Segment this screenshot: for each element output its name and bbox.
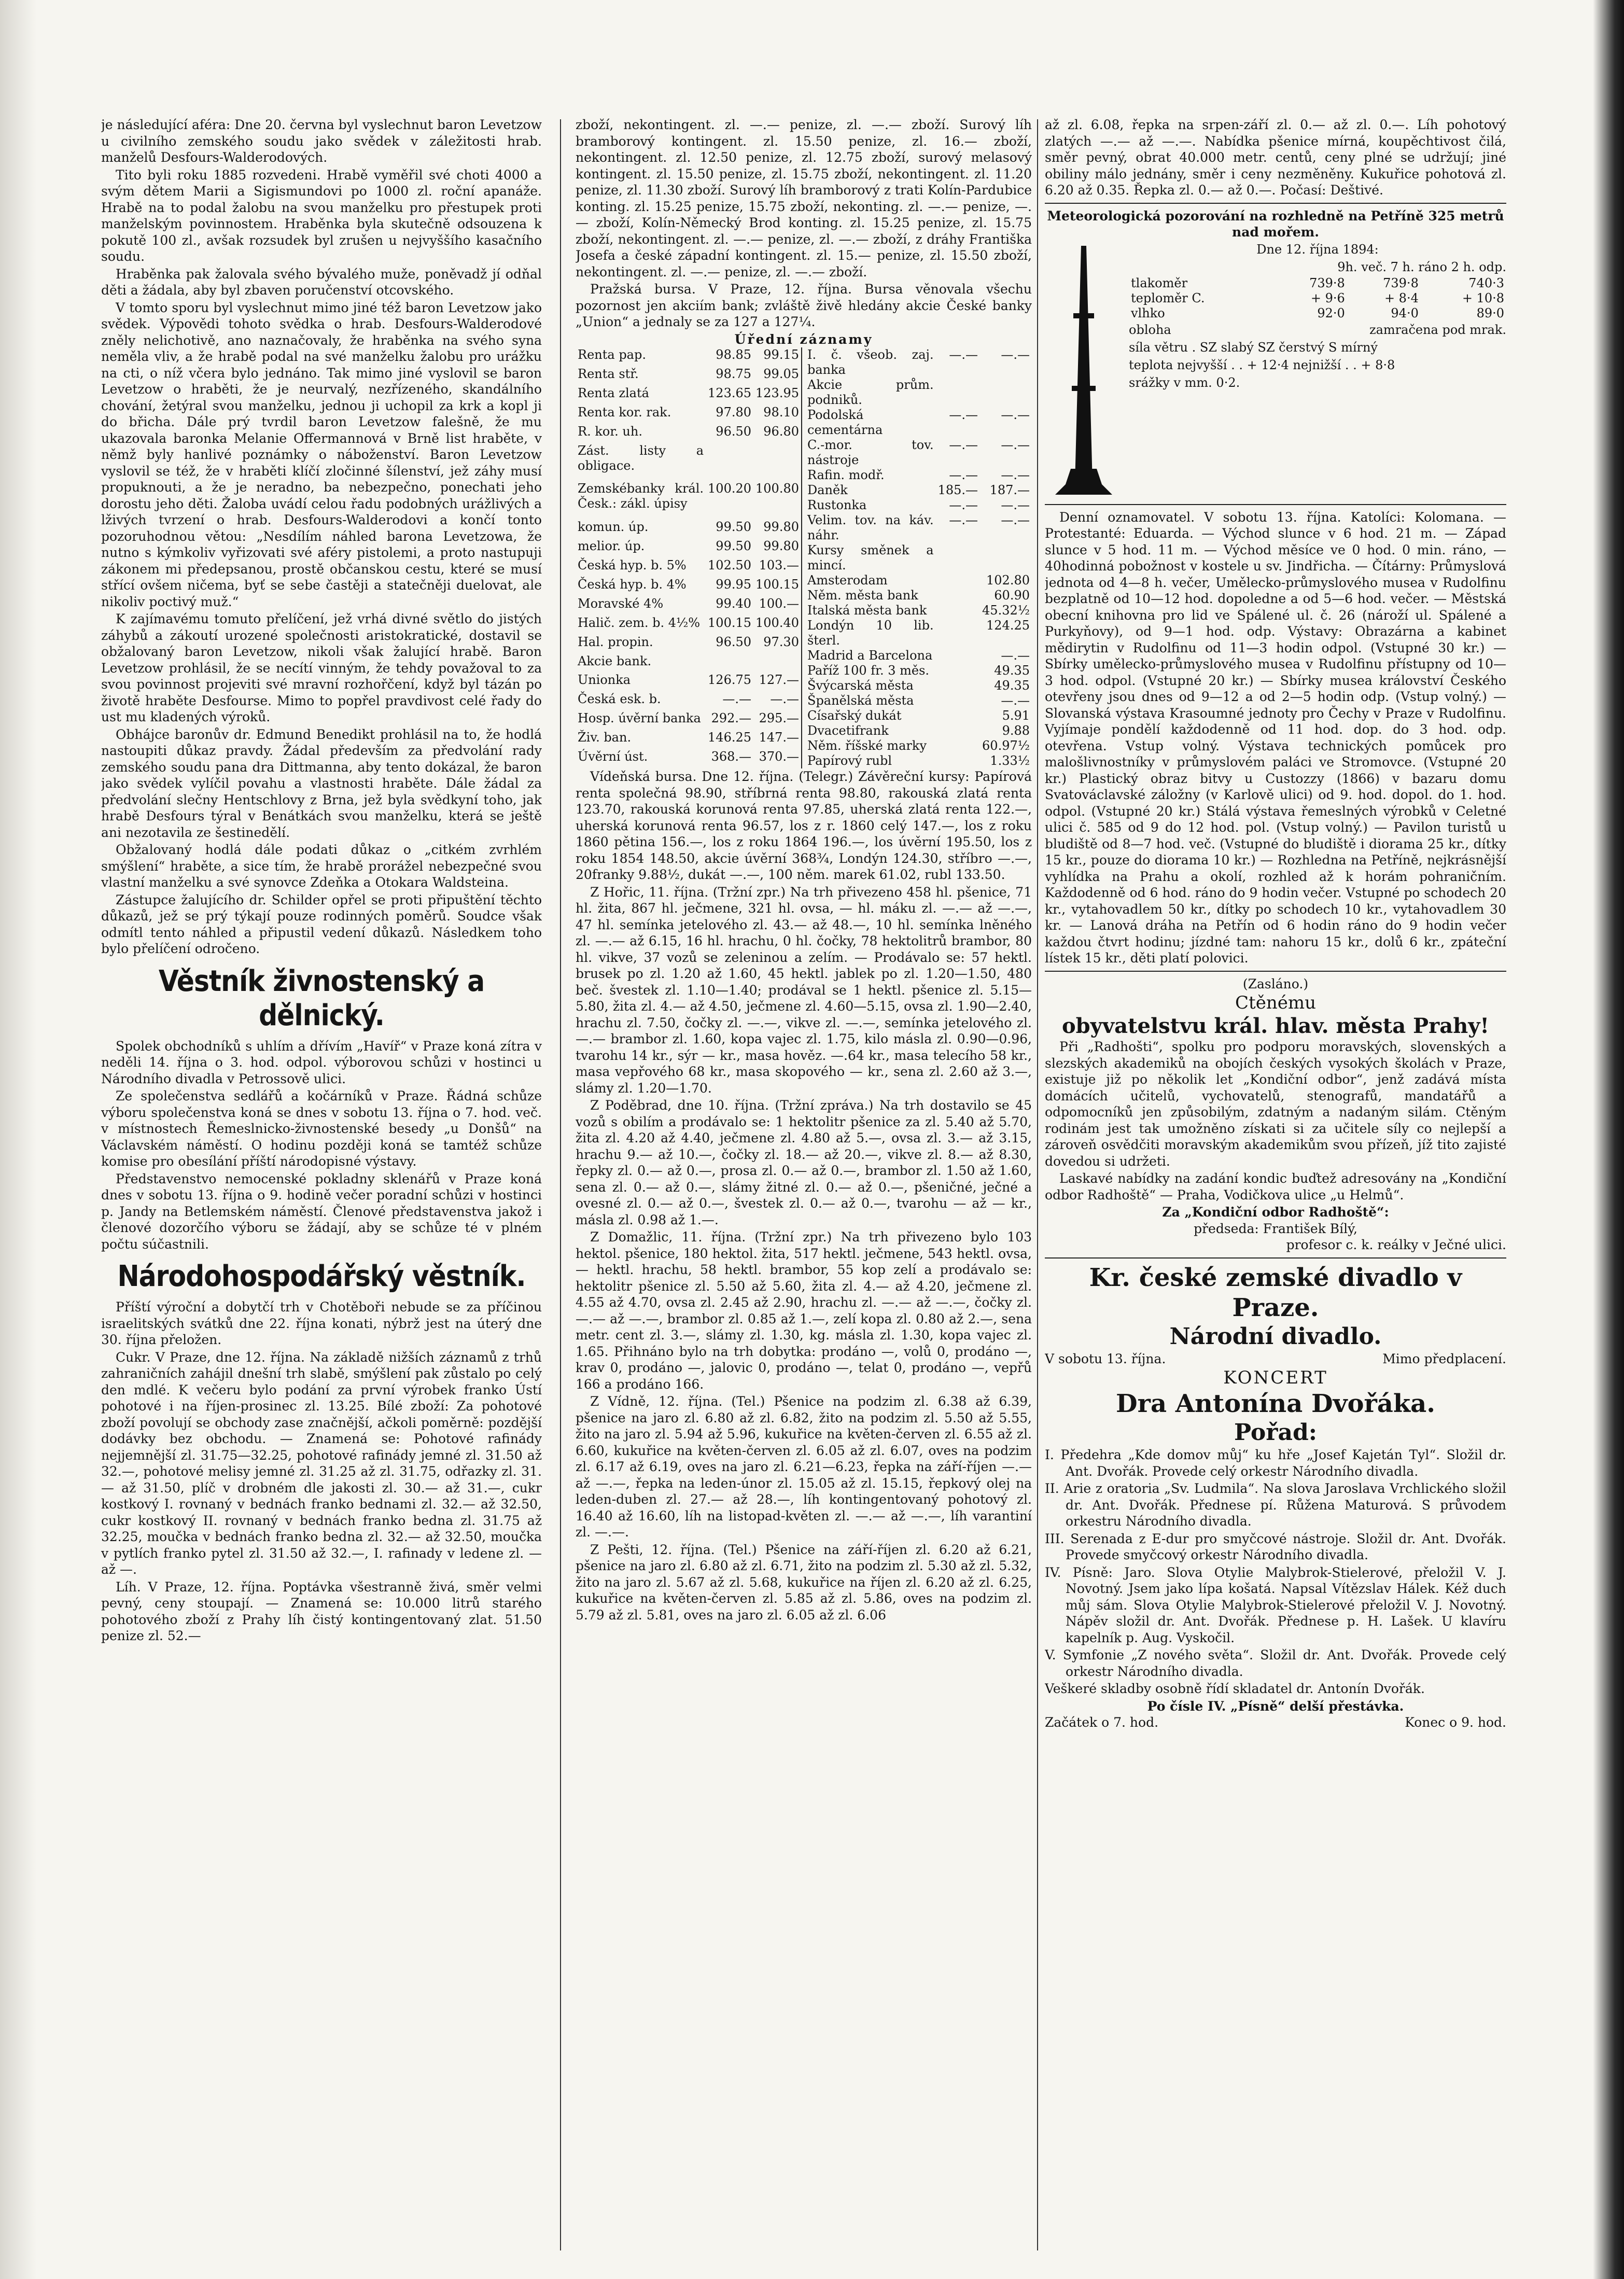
row-label: Česká hyp. b. 4%: [578, 577, 687, 592]
exchange-row: [805, 573, 1032, 588]
row-label: Španělská města: [807, 693, 914, 708]
article-text: Obhájce baronův dr. Edmund Benedikt prohlásil na to, že hodlá nastoupiti důkaz pravdy. Žádal především za předvolání rady zemského soudu pana dra Dittmanna, aby tento dokázal, že baron jako svědek vylíčil povahu a vlastnosti hraběte. Dále žádal za předvolání slečny Hentschlovy z Brna, jež byla svědkyní toho, jak hrabě Desfours týral v Benátkách svou manželku, která se ještě ani nezotavila ze šestinedělí.: [101, 726, 542, 840]
row-value: [936, 663, 980, 678]
row-label: Živ. ban.: [578, 730, 632, 745]
row-label: Hosp. úvěrní banka: [578, 711, 701, 726]
row-label: Halič. zem. b. 4½%: [578, 615, 701, 630]
article-text: až zl. 6.08, řepka na srpen-září zl. 0.— až zl. 0.—. Líh pohotový zlatých —.— až —.—. Nabídka pšenice mírná, koupěchtivost čilá, směr pevný, obrat 40.000 metr. centů, ceny plné se udržují; jiné obiliny málo jednány, směr i ceny nezměněny. Kukuřice pohotová zl. 6.20 až 0.35. Řepka zl. 0.— až 0.—. Počasí: Deštivé.: [1045, 117, 1506, 198]
exchange-row: [576, 405, 802, 424]
article-text: V tomto sporu byl vyslechnut mimo jiné též baron Levetzow jako svědek. Výpovědi tohoto svědka o hrab. Desfours-Walderodové zněly nelichotivě, ano naznačovaly, že hraběnka na svého syna neměla vliv, a že hrabě podal na své manželku žalobu pro urážku na cti, o níž včera bylo jednáno. Tak mimo jiné vyslovil se baron Levetzow o hraběti, že je neurvalý, nezřízeného, skandálního chování, žetýral svou manželku, jednou ji uchopil za krk a kopl ji do břicha. Dále prý tvrdil baron Levetzow falešně, že mu ukazovala baronka Melanie Offermannová v Brně list hraběte, v němž byly hanlivé poznámky o náboženství. Baron Levetzow vyslovil se též, že v hraběti klíčí zločinné šílenství, jež záhy musí propuknouti, a že je neradno, ba nebezpečno, ponechati jeho dorostu jeho děti. Žaloba uvádí celou řadu podobných urážlivých a lživých tvrzení o hrab. Desfours-Walderodovi a končí tonto pozoruhodnou větou: „Nesdílím náhled barona Levetzowa, že nutno s kýmkoliv vyřizovati své aféry pistolemi, a proto nastupuji zákonem mi předepsanou, prostě občanskou cestu, které se musí střící ovšem ničema, byť se sebe častěji a statečněji duelovat, ale nikoliv poctivý muž.“: [101, 300, 542, 609]
divider: [1045, 1257, 1506, 1259]
meteo-title: Meteorologická pozorování na rozhledně na Petříně 325 metrů nad mořem.: [1047, 208, 1504, 240]
meteo-wind: síla větru . SZ slabý SZ čerstvý S mírný: [1129, 340, 1378, 355]
row-value: —.—: [1001, 347, 1030, 362]
exchange-row: [576, 577, 802, 596]
programme-item: V. Symfonie „Z nového světa“. Složil dr. Ant. Dvořák. Provede celý orkestr Národního divadla.: [1045, 1647, 1506, 1679]
exchange-row: [576, 654, 802, 673]
row-value: 370.—: [759, 749, 799, 764]
article-text: Z Hořic, 11. října. (Tržní zpr.) Na trh přivezeno 458 hl. pšenice, 71 hl. žita, 867 hl. ječmene, 321 hl. ovsa, — hl. máku zl. —.— až —.—, 47 hl. semínka jetelového zl. 43.— až 48.—, 10 hl. semínka lněného zl. —.— až 6.15, 16 hl. hrachu, 0 hl. čočky, 78 hektolitrů brambor, 80 hl. vikve, 37 vozů se zeleninou a zelím. — Prodávalo se: 57 hektl. brusek po zl. 1.20 až 1.60, 45 hektl. jablek po zl. 1.20—1.50, 480 beč. švestek zl. 1.10—1.40; prodával se 1 hektl. pšenice zl. 5.15—5.80, žita zl. 4.— až 4.50, ječmene zl. 4.60—5.15, ovsa zl. 1.90—2.40, hrachu zl. 7.50, čočky zl. —.—, vikve zl. —.—, semínka jetelového zl. —.— brambor zl. 1.60, kopa vajec zl. 1.75, kilo másla zl. 0.90—0.96, tvarohu 14 kr., sýr — kr., masa hověz. —.64 kr., masa telecího 58 kr., masa vepřového 68 kr., masa skopového — kr., sena zl. 2.60 až 3.—, slámy zl. 1.20—1.70.: [576, 884, 1032, 1096]
notice: Ze společenstva sedlářů a kočárníků v Praze. Řádná schůze výboru společenstva koná se dnes v sobotu 13. října o 7. hod. več. v místnostech Řemeslnicko-živnostenské besedy „u Donšů“ na Václavském náměstí. O hodinu později koná se tamtéž schůze komise pro obesílání příští národopisné výstavy.: [101, 1088, 542, 1169]
notice: Cukr. V Praze, dne 12. října. Na základě nižších záznamů z trhů zahraničních zahájil dnešní trh slabě, smýšlení pak zůstalo po celý den mdlé. K večeru bylo podání za první výrobek franko Ústí pohotové i na říjen-prosinec zl. 13.25. Bílé zboží: Za pohotové zboží povolují se obchody zase značnější, ačkoli poměrně: pozdější dodávky bez obchodu. — Znamená se: Pohotové rafinády nejjemnější zl. 31.75—32.25, pohotové rafinády jemné zl. 31.50 až 32.—, pohotové melisy jemné zl. 31.25 až zl. 31.75, odřazky zl. 31.— až 31.50, plíč v drobném dle jakosti zl. 30.— až 31.—, cukr kostkový I. rovnaný v bednách franko bednami zl. 32.— až 32.50, cukr kostkový II. rovnaný v bednách franko bedna zl. 31.75 až 32.25, moučka v bednách franko bedna zl. 32.— až 32.50, moučka v pytlích franko pytel zl. 31.50 až 32.—, I. rafinady v ledene zl. — až —.: [101, 1349, 542, 1577]
row-value: + 9·6: [1310, 290, 1345, 305]
row-value: 103.—: [759, 557, 799, 572]
row-value: [936, 693, 980, 708]
row-value: 5.91: [1002, 708, 1030, 723]
row-label: tlakoměr: [1131, 275, 1188, 290]
row-value: 99.80: [763, 539, 799, 554]
exchange-row: [576, 711, 802, 730]
row-value: 45.32½: [982, 603, 1030, 618]
page-right-edge: [1593, 0, 1624, 2279]
row-label: Italská města bank: [807, 603, 927, 618]
exchange-row: [576, 520, 802, 539]
row-label: Dvacetifrank: [807, 723, 889, 738]
row-value: —.—: [949, 498, 978, 512]
exchange-row: [805, 408, 1032, 438]
row-label: Zást. listy a obligace.: [578, 443, 704, 473]
meteo-readings: [1129, 241, 1506, 500]
exchange-table-right: [805, 347, 1032, 768]
row-label: Papírový rubl: [807, 753, 892, 768]
notice: Líh. V Praze, 12. října. Poptávka všestranně živá, směr velmi pevný, ceny stoupají. — Znamená se: 10.000 litrů starého pohotového zboží z Prahy líh čistý kontingentovaný zlat. 51.50 penize zl. 52.—: [101, 1579, 542, 1643]
divider: [1045, 504, 1506, 505]
table-title: Úřední záznamy: [734, 331, 873, 347]
row-value: [936, 723, 980, 738]
row-value: —.—: [949, 513, 978, 527]
row-label: Něm. města bank: [807, 588, 918, 603]
row-value: 99.05: [763, 366, 799, 381]
theatre-date: V sobotu 13. října.: [1045, 1351, 1166, 1366]
exchange-row: [576, 347, 802, 367]
row-value: 49.35: [994, 663, 1030, 678]
meteo-sky-label: obloha: [1129, 322, 1171, 337]
row-label: Rustonka: [807, 498, 867, 512]
row-label: Akcie bank.: [578, 653, 652, 668]
programme-item: IV. Písně: Jaro. Slova Otylie Malybrok-Stielerové, přeložil V. J. Novotný. Jsem jako lípa košatá. Napsal Vítězslav Hálek. Kéž duch můj sám. Slova Otylie Malybrok-Stielerové přeložil V. J. Novotný. Nápěv složil dr. Ant. Dvořák. Přednese p. H. Lašek. U klavíru kapelník p. Aug. Vyskočil.: [1045, 1564, 1506, 1645]
column-rule-1: [560, 119, 561, 2250]
row-value: —.—: [1001, 498, 1030, 512]
row-value: 96.50: [716, 424, 752, 439]
exchange-row: [805, 483, 1032, 498]
odbor-signature: Za „Kondiční odbor Radhoště“:: [1162, 1205, 1389, 1220]
article-text: Vídeňská bursa. Dne 12. října. (Telegr.) Závěreční kursy: Papírová renta společná 98.90, stříbrná renta 98.80, rakouská zlatá renta 123.70, rakouská korunová renta 97.85, uherská zlatá renta 122.—, uherská korunová renta 96.57, los z r. 1860 celý 147.—, los z roku 1860 pětina 156.—, los z roku 1864 196.—, los úvěrní 195.50, los z roku 1854 148.50, akcie úvěrní 368¾, Londýn 124.30, stříbro —.—, 20franky 9.88½, dukát —.—, 100 něm. marek 61.02, rubl 133.50.: [576, 769, 1032, 882]
row-label: teploměr C.: [1131, 290, 1205, 305]
column-2: [576, 117, 1032, 2258]
row-value: —.—: [1001, 693, 1030, 708]
row-value: [753, 443, 802, 482]
row-value: 99.40: [716, 596, 752, 611]
article-text: zboží, nekontingent. zl. —.— penize, zl. —.— zboží. Surový líh bramborový kontingent. zl. 15.50 penize, zl. 16.— zboží, nekontingent. zl. 12.50 penize, zl. 12.75 zboží, surový melasový kontingent. zl. 15.50 penize, zl. 15.75 zboží, nekontingent. zl. 11.20 penize, zl. 11.30 zboží. Surový líh bramborový z trati Kolín-Pardubice konting. zl. 15.25 penize, 15.75 zboží, nekonting. zl. —.— penize, —.— zboží, Kolín-Německý Brod konting. zl. 15.25 penize, zl. 15.75 zboží, nekontingent. zl. —.— penize, zl. —.— zboží, z dráhy Františka Josefa a české západní kontingent. zl. 15.— penize, zl. 15.50 zboží, nekontingent. zl. —.— penize, zl. —.— zboží.: [576, 117, 1032, 279]
theatre-note: Mimo předplacení.: [1382, 1351, 1506, 1366]
concert-title: Dra Antonína Dvořáka.: [1116, 1389, 1435, 1418]
exchange-row: [576, 424, 802, 443]
zaslano-label: (Zasláno.): [1242, 976, 1309, 991]
row-value: —.—: [1001, 408, 1030, 422]
exchange-row: [805, 603, 1032, 618]
row-value: 123.95: [755, 385, 799, 400]
exchange-row: [805, 513, 1032, 543]
exchange-row: [576, 673, 802, 692]
exchange-row: [805, 618, 1032, 648]
page-spine: [0, 0, 36, 2279]
meteo-block: [1045, 241, 1506, 500]
row-value: —.—: [949, 408, 978, 422]
theatre-subtitle: Národní divadlo.: [1169, 1323, 1382, 1350]
article-text: Hraběnka pak žalovala svého bývalého muže, poněvadž jí odňal děti a žádala, aby byl zbaven poručenství otcovského.: [101, 266, 542, 298]
divider: [1045, 203, 1506, 204]
row-value: —.—: [1001, 438, 1030, 452]
end-time: Konec o 9. hod.: [1405, 1715, 1506, 1730]
row-label: Moravské 4%: [578, 596, 664, 611]
row-value: 127.—: [759, 673, 799, 688]
row-value: [706, 443, 753, 482]
article-text: Pražská bursa. V Praze, 12. října. Bursa věnovala všechu pozornost jen akciím bank; zvláště živě hledány akcie České banky „Union“ a jednaly se za 127 a 127¼.: [576, 282, 1032, 329]
meteo-row: [1129, 291, 1506, 306]
exchange-row: [805, 693, 1032, 708]
exchange-row: [576, 539, 802, 558]
row-value: 739·8: [1309, 275, 1345, 290]
exchange-row: [805, 678, 1032, 693]
ctenemu-heading: Ctěnému: [1235, 992, 1316, 1013]
row-value: [980, 377, 1032, 408]
row-label: komun. úp.: [578, 520, 649, 535]
row-label: Zemskébanky král. Česk.: zákl. úpisy: [578, 481, 704, 511]
article-text: Obžalovaný hodlá dále podati důkaz o „citkém zvrhlém smýšlení“ hraběte, a sice tím, že hrabě prorážel nebezpečné svou vlastní manželku a své synovce Zdeňka a Otokara Waldsteina.: [101, 842, 542, 890]
row-label: I. č. všeob. zaj. banka: [807, 347, 934, 377]
row-value: 102.50: [708, 557, 752, 572]
row-value: 185.—: [937, 483, 978, 497]
row-value: 98.75: [716, 366, 752, 381]
row-value: [936, 648, 980, 663]
meteo-temp: teplota nejvyšší . . + 12·4 nejnižší . . + 8·8: [1129, 357, 1395, 372]
row-label: Rafin. modř.: [807, 468, 885, 482]
article-text: Tito byli roku 1885 rozvedeni. Hrabě vyměřil své choti 4000 a svým dětem Marii a Sigismundovi po 1000 zl. roční apanáže. Hrabě na to podal žalobu na svou manželku pro přestupek proti manželským povinnostem. Hraběnka byla skutečně odsouzena k pokutě 100 zl., avšak rozsudek byl zrušen u nejvyššího kasačního soudu.: [101, 167, 542, 264]
row-value: 49.35: [994, 678, 1030, 693]
row-value: 99.50: [716, 520, 752, 535]
meteo-table: [1129, 276, 1506, 321]
exchange-row: [576, 596, 802, 616]
row-value: 100.15: [755, 577, 799, 592]
row-value: 739·8: [1383, 275, 1419, 290]
koncert-label: KONCERT: [1223, 1367, 1328, 1388]
row-value: 97.80: [716, 404, 752, 420]
article-text: Laskavé nabídky na zadání kondic buďtež adresovány na „Kondiční odbor Radhoště“ — Praha, Vodičkova ulice „u Helmů“.: [1045, 1171, 1506, 1203]
programme-list: [1045, 1447, 1506, 1680]
row-value: 100.40: [755, 615, 799, 630]
row-value: 99.95: [716, 577, 752, 592]
meteo-head: 9h. več. 7 h. ráno 2 h. odp.: [1337, 259, 1506, 274]
exchange-row: [805, 708, 1032, 723]
row-label: Londýn 10 lib. šterl.: [807, 618, 934, 648]
exchange-row: [805, 753, 1032, 768]
exchange-row: [805, 468, 1032, 483]
section-heading: Národohospodářský věstník.: [117, 1260, 526, 1293]
row-value: 89·0: [1476, 305, 1504, 320]
row-value: 9.88: [1002, 723, 1030, 738]
exchange-row: [805, 738, 1032, 753]
programme-heading: Pořad:: [1234, 1419, 1317, 1446]
exchange-row: [576, 386, 802, 405]
exchange-row: [576, 481, 802, 520]
section-heading: Věstník živnostenský a dělnický.: [158, 964, 485, 1032]
row-label: melior. úp.: [578, 539, 645, 554]
exchange-row: [805, 438, 1032, 468]
row-value: [936, 618, 980, 648]
row-value: 292.—: [711, 711, 752, 726]
exchange-row: [805, 498, 1032, 513]
row-label: Švýcarská města: [807, 678, 914, 693]
column-rule-2: [1037, 119, 1038, 2250]
divider: [1045, 971, 1506, 972]
row-value: 368.—: [711, 749, 752, 764]
notice: Spolek obchodníků s uhlím a dřívím „Havíř“ v Praze koná zítra v neděli 14. října o 3. hod. odpol. výborovou schůzi v hostinci u Národního divadla v Petrossově ulici.: [101, 1038, 542, 1086]
row-value: [936, 543, 980, 573]
row-value: [706, 654, 753, 673]
row-value: [936, 678, 980, 693]
programme-item: II. Arie z oratoria „Sv. Ludmila“. Na slova Jaroslava Vrchlického složil dr. Ant. Dvořák. Přednese pí. Růžena Maturová. S průvodem orkestru Národního divadla.: [1045, 1481, 1506, 1529]
row-value: —.—: [949, 438, 978, 452]
meteo-sky: [1129, 321, 1506, 339]
row-value: + 10·8: [1462, 290, 1504, 305]
row-label: Madrid a Barcelona: [807, 648, 933, 663]
row-value: 187.—: [989, 483, 1030, 497]
exchange-row: [576, 443, 802, 482]
petrin-tower-icon: [1045, 241, 1123, 500]
meteo-row: [1129, 306, 1506, 321]
row-label: Císařský dukát: [807, 708, 902, 723]
exchange-row: [576, 749, 802, 768]
exchange-row: [805, 663, 1032, 678]
meteo-date: Dne 12. října 1894:: [1256, 242, 1379, 257]
row-value: 100.—: [759, 596, 799, 611]
row-value: 92·0: [1317, 305, 1345, 320]
row-value: 124.25: [986, 618, 1030, 633]
exchange-row: [576, 692, 802, 711]
start-time: Začátek o 7. hod.: [1045, 1715, 1159, 1730]
row-label: Podolská cementárna: [807, 408, 883, 437]
row-label: Akcie prům. podniků.: [807, 377, 934, 407]
intermission-note: Po čísle IV. „Písně“ delší přestávka.: [1147, 1698, 1404, 1714]
row-value: —.—: [722, 692, 752, 707]
row-label: Hal. propin.: [578, 634, 653, 649]
programme-item: III. Serenada z E-dur pro smyčcové nástroje. Složil dr. Ant. Dvořák. Provede smyčcový orkestr Národního divadla.: [1045, 1531, 1506, 1562]
column-1: [101, 117, 542, 2258]
row-label: Renta zlatá: [578, 385, 649, 400]
row-value: 102.80: [986, 573, 1030, 588]
row-value: 94·0: [1391, 305, 1419, 320]
article-text: Při „Radhošti“, spolku pro podporu moravských, slovenských a slezských akademiků na obojích českých vysokých školách v Praze, existuje již po několik let „Kondiční odbor“, jenž zadává místa domácích učitelů, vychovatelů, stenografů, mandatářů a odpomocníků jen způsobilým, zdatným a nadaným silám. Ctěným rodinám jest tak umožněno získati si za učitele síly co nejlepší a zároveň osvědčiti moravským akademikům svou přízeň, jíž tito zajisté dovedou si udržeti.: [1045, 1039, 1506, 1169]
article-text: Denní oznamovatel. V sobotu 13. října. Katolíci: Kolomana. — Protestanté: Eduarda. — Východ slunce v 6 hod. 21 m. — Západ slunce v 5 hod. 11 m. — Východ měsíce ve 0 hod. 0 min. ráno, — 40hodinná pobožnost v kostele u sv. Jindřicha. — Čítárny: Průmyslová jednota od 4—8 h. večer, Umělecko-průmyslového musea v Rudolfinu bezplatně od 10—12 hod. dopoledne a od 5—6 hod. večer. — Městská obecní knihovna pro lid ve Spálené ul. č. 26 (nároží ul. Spálené a Purkyňovy), od 9—1 hod. odp. Výstavy: Obrazárna a kabinet mědirytin v Rudolfinu od 11—3 hodin odpol. (Vstupné 30 kr.) — Sbírky umělecko-průmyslového musea v Rudolfinu přístupny od 10—3 hod. odpol. (Vstupné 20 kr.) — Sbírky musea království Českého otevřeny jsou dnes od 9—12 a od 2—5 hodin odp. (Vstup volný.) — Slovanská výstava Krasoumné jednoty pro Čechy v Praze v Rudolfinu. Vyjímaje pondělí každodenně od 11 hod. dop. do 3 hod. odp. otevřena. Vstup volný. Výstava technických pomůcek pro malošlivnostníky v průmyslovém paláci ve Stromovce. (Vstupné 20 kr.) Plastický obraz bitvy u Custozzy (1866) v bazaru domu Svatováclavské záložny (v Karlově ulici) od 9. hod. dopol. do 1. hod. odpol. (Vstupné 20 kr.) Stálá výstava řemeslných výrobků v Celetné ulici č. 585 od 9 do 12 hod. pol. (Vstup volný.) — Pavilon turistů u bludiště od 8—7 hod. več. (Vstupné do bludiště i diorama 25 kr., dítky 15 kr., pouze do diorama 10 kr.) — Rozhledna na Petříně, nejkrásnější vyhlídka na Prahu a okolí, rozhled až k horám pohraničním. Každodenně od 6 hod. ráno do 9 hodin večer. Vstupné po schodech 20 kr., vytahovadlem 50 kr., dítky po schodech 10 kr., vytahovadlem 30 kr. — Lanová dráha na Petřín od 6 hodin ráno do 9 hodin večer každou čtvrt hodinu; jízdné tam: nahoru 15 kr., dolů 6 kr., zpáteční lístek 15 kr., děti platí polovici.: [1045, 509, 1506, 966]
article-text: Z Vídně, 12. října. (Tel.) Pšenice na podzim zl. 6.38 až 6.39, pšenice na jaro zl. 6.80 až zl. 6.82, žito na podzim zl. 5.50 až 5.55, žito na jaro zl. 5.94 až 5.96, kukuřice na květen-červen zl. 6.55 až zl. 6.60, kukuřice na květen-červen zl. 6.05 až zl. 6.07, oves na podzim zl. 6.17 až 6.19, oves na jaro zl. 6.21—6.23, řepka na září-říjen —.— až —.—, řepka na leden-únor zl. 15.05 až zl. 15.15, řepkový olej na leden-duben zl. 27.— až 28.—, líh kontingentovaný pohotový zl. 16.40 až 16.60, líh na listopad-květen zl. —.— až —.—, líh varantiní zl. —.—.: [576, 1394, 1032, 1540]
row-value: 100.20: [708, 481, 752, 496]
meteo-sky-value: zamračena pod mrak.: [1369, 322, 1506, 337]
row-label: Velim. tov. na káv. náhr.: [807, 513, 934, 542]
notice: Představenstvo nemocenské pokladny sklenářů v Praze koná dnes v sobotu 13. října o 9. hodině večer poradní schůzi v hostinci p. Jandy na Betlemském náměstí. Členové představenstva jakož i členové dozorčího výboru se žádají, aby se schůze té v plném počtu súčastnili.: [101, 1171, 542, 1252]
theatre-title: Kr. české zemské divadlo v Praze.: [1089, 1263, 1462, 1322]
row-label: Paříž 100 fr. 3 měs.: [807, 663, 930, 678]
row-label: Renta kor. rak.: [578, 404, 671, 420]
row-value: —.—: [1001, 513, 1030, 527]
row-value: 146.25: [708, 730, 752, 745]
article-text: K zajímavému tomuto přelíčení, jež vrhá divné světlo do jistých záhybů a zákoutí urozené společnosti aristokratické, dostavil se obžalovaný baron Levetzow, nikoli však žalující hrabě. Baron Levetzow prohlásil, že se necítí vinným, že tehdy považoval to za svou povinnost projeviti své mravní rozhořčení, když byl tázán po životě hraběte Desfourse. Mimo to popřel pravdivost celé řady do ust mu kladených výroků.: [101, 611, 542, 724]
row-value: 295.—: [759, 711, 799, 726]
row-value: 99.80: [763, 520, 799, 535]
row-value: [936, 708, 980, 723]
row-label: Daněk: [807, 483, 848, 497]
row-value: 147.—: [759, 730, 799, 745]
article-text: Z Domažlic, 11. října. (Tržní zpr.) Na trh přivezeno bylo 103 hektol. pšenice, 180 hektol. žita, 517 hektl. ječmene, 543 hektl. ovsa, — hektl. hrachu, 58 hektl. brambor, 55 kop zelí a prodávalo se: hektolitr pšenice zl. 5.50 až 5.60, žita zl. 4.— až 4.20, ječmene zl. 4.55 až 4.70, ovsa zl. 2.45 až 2.90, hrachu zl. —.— až —.—, čočky zl. —.— až —.—, brambor zl. 0.85 až 1.—, zelí kopa zl. 0.80 až 2.—, sena metr. cent zl. 3.—, slámy zl. 1.30, kg. másla zl. 1.30, kopa vajec zl. 1.65. Přihnáno bylo na trh dobytka: prodáno —, volů 0, prodáno —, krav 0, prodáno —, jalovic 0, prodáno —, telat 0, prodáno —, vepřů 166 a prodáno 166.: [576, 1229, 1032, 1392]
row-label: Unionka: [578, 673, 631, 688]
row-value: 60.97½: [982, 738, 1030, 753]
article-text: Z Pešti, 12. října. (Tel.) Pšenice na září-říjen zl. 6.20 až 6.21, pšenice na jaro zl. 6.80 až zl. 6.71, žito na podzim zl. 5.30 až zl. 5.32, žito na jaro zl. 5.67 až zl. 5.68, kukuřice na říjen zl. 6.20 až zl. 6.25, kukuřice na květen-červen zl. 5.85 až zl. 5.86, oves na podzim zl. 5.79 až zl. 5.81, oves na jaro zl. 6.05 až zl. 6.06: [576, 1542, 1032, 1623]
exchange-row: [576, 616, 802, 635]
row-value: 100.15: [708, 615, 752, 630]
notice: Příští výroční a dobytčí trh v Chotěboři nebude se za příčinou israelitských svátků dne 22. října konati, nýbrž jest na úterý dne 30. října přeložen.: [101, 1299, 542, 1347]
meteo-rain: srážky v mm. 0·2.: [1129, 375, 1240, 390]
row-value: 96.80: [763, 424, 799, 439]
row-value: 98.10: [763, 404, 799, 420]
row-value: + 8·4: [1384, 290, 1419, 305]
row-value: [936, 377, 980, 408]
row-label: Kursy směnek a mincí.: [807, 543, 934, 572]
row-value: 99.15: [763, 347, 799, 362]
row-label: Česká hyp. b. 5%: [578, 557, 687, 572]
meteo-row: [1129, 276, 1506, 291]
exchange-tables: [576, 347, 1032, 768]
exchange-row: [805, 723, 1032, 738]
exchange-row: [805, 648, 1032, 663]
exchange-row: [805, 377, 1032, 408]
row-value: [980, 543, 1032, 573]
row-value: —.—: [949, 468, 978, 482]
row-label: Česká esk. b.: [578, 692, 661, 707]
article-text: Z Poděbrad, dne 10. října. (Tržní zpráva.) Na trh dostavilo se 45 vozů s obilím a prodávalo se: 1 hektolitr pšenice za zl. 5.40 až 5.70, žita zl. 4.20 až 4.40, ječmene zl. 4.80 až 5.—, ovsa zl. 3.— až 3.15, hrachu 9.— až 10.—, čočky zl. 18.— až 20.—, vikve zl. 8.— až 8.30, řepky zl. 0.— až 0.—, prosa zl. 0.— až 0.—, brambor zl. 1.50 až 1.60, sena zl. 0.— až 0.—, slámy žitné zl. 0.— až 0.—, pšeničné, ječné a ovesné zl. 0.— až 0.—, švestek zl. 0.— až 0.—, tvarohu — až — kr., másla zl. 0.98 až 1.—.: [576, 1098, 1032, 1227]
theatre-date-row: [1045, 1351, 1506, 1367]
column-3: [1045, 117, 1506, 2258]
row-value: —.—: [1001, 648, 1030, 663]
exchange-row: [576, 367, 802, 386]
exchange-row: [805, 347, 1032, 377]
row-value: 740·3: [1468, 275, 1504, 290]
row-value: [936, 603, 980, 618]
exchange-table-left: [576, 347, 802, 768]
times-row: [1045, 1714, 1506, 1731]
article-text: je následující aféra: Dne 20. června byl vyslechnut baron Levetzow u civilního zemského soudu jako svědek v záležitosti hrab. manželů Desfours-Walderodových.: [101, 117, 542, 165]
exchange-row: [805, 543, 1032, 573]
row-value: 123.65: [708, 385, 752, 400]
row-value: 98.85: [716, 347, 752, 362]
row-label: C.-mor. tov. nástroje: [807, 438, 934, 467]
row-value: 96.50: [716, 634, 752, 649]
row-value: [936, 573, 980, 588]
predseda: předseda: František Bílý,: [1194, 1221, 1357, 1236]
row-label: Renta stř.: [578, 366, 639, 381]
row-label: Amsterodam: [807, 573, 888, 588]
row-value: 99.50: [716, 539, 752, 554]
row-value: —.—: [770, 692, 799, 707]
obyvatelstvu-heading: obyvatelstvu král. hlav. města Prahy!: [1061, 1014, 1489, 1038]
conductor-note: Veškeré skladby osobně řídí skladatel dr. Antonín Dvořák.: [1045, 1681, 1425, 1696]
profesor: profesor c. k. reálky v Ječné ulici.: [1286, 1237, 1506, 1252]
row-value: 100.80: [755, 481, 799, 496]
exchange-row: [805, 588, 1032, 603]
row-value: —.—: [949, 347, 978, 362]
row-label: vlhko: [1131, 305, 1165, 320]
row-label: Úvěrní úst.: [578, 749, 648, 764]
row-value: [936, 753, 980, 768]
row-value: [936, 738, 980, 753]
row-value: 126.75: [708, 673, 752, 688]
exchange-row: [576, 558, 802, 577]
row-label: Něm. říšské marky: [807, 738, 927, 753]
row-value: [936, 588, 980, 603]
row-value: 60.90: [994, 588, 1030, 603]
article-text: Zástupce žalujícího dr. Schilder opřel se proti připuštění těchto důkazů, jež se prý týkají pouze rodinných poměrů. Soudce však odmítl tento náhled a připustil vedení důkazů. Následkem toho bylo přelíčení odročeno.: [101, 892, 542, 956]
exchange-row: [576, 635, 802, 654]
row-value: 1.33½: [990, 753, 1030, 768]
programme-item: I. Předehra „Kde domov můj“ ku hře „Josef Kajetán Tyl“. Složil dr. Ant. Dvořák. Provede celý orkestr Národního divadla.: [1045, 1447, 1506, 1479]
row-value: —.—: [1001, 468, 1030, 482]
row-label: R. kor. uh.: [578, 424, 642, 439]
exchange-row: [576, 730, 802, 749]
row-value: [753, 654, 802, 673]
row-label: Renta pap.: [578, 347, 646, 362]
row-value: 97.30: [763, 634, 799, 649]
